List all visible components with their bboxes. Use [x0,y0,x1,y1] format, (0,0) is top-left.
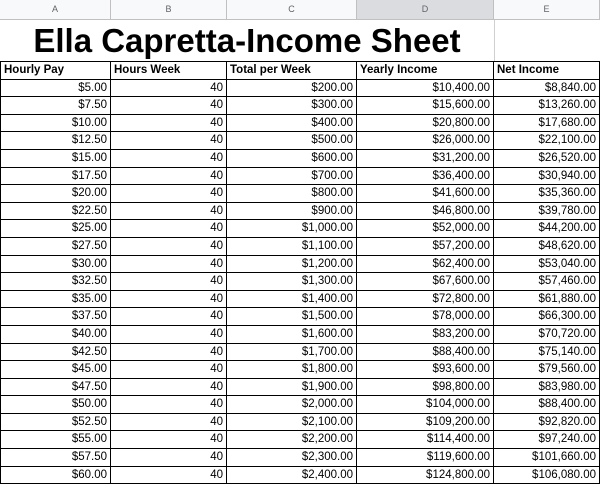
cell-hourly-pay[interactable]: $7.50 [0,97,111,115]
header-row [0,62,600,80]
table-row [0,150,600,168]
cell-hours-week[interactable]: 40 [111,344,227,362]
table-row [0,238,600,256]
cell-yearly-income[interactable]: $114,400.00 [357,431,494,449]
cell-hours-week[interactable]: 40 [111,185,227,203]
cell-hours-week[interactable]: 40 [111,256,227,274]
cell-hourly-pay[interactable]: $42.50 [0,344,111,362]
cell-net-income[interactable]: $26,520.00 [494,150,600,168]
header-cell-total-per-week[interactable]: Total per Week [227,62,357,80]
cell-yearly-income[interactable]: $52,000.00 [357,220,494,238]
column-header-a[interactable]: A [0,0,111,19]
cell-hours-week[interactable]: 40 [111,467,227,484]
cell-hourly-pay[interactable]: $40.00 [0,326,111,344]
cell-total-per-week[interactable]: $800.00 [227,185,357,203]
cell-total-per-week[interactable]: $1,500.00 [227,308,357,326]
cell-hours-week[interactable]: 40 [111,220,227,238]
cell-hourly-pay[interactable]: $47.50 [0,379,111,397]
cell-net-income[interactable]: $88,400.00 [494,396,600,414]
cell-net-income[interactable]: $70,720.00 [494,326,600,344]
table-row [0,414,600,432]
cell-hours-week[interactable]: 40 [111,449,227,467]
cell-yearly-income[interactable]: $98,800.00 [357,379,494,397]
cell-total-per-week[interactable]: $2,400.00 [227,467,357,484]
cell-total-per-week[interactable]: $1,300.00 [227,273,357,291]
cell-hourly-pay[interactable]: $12.50 [0,132,111,150]
cell-hours-week[interactable]: 40 [111,326,227,344]
cell-hourly-pay[interactable]: $15.00 [0,150,111,168]
cell-hours-week[interactable]: 40 [111,396,227,414]
cell-hourly-pay[interactable]: $32.50 [0,273,111,291]
header-cell-hourly-pay[interactable]: Hourly Pay [0,62,111,80]
table-row [0,256,600,274]
header-cell-yearly-income[interactable]: Yearly Income [357,62,494,80]
table-row [0,431,600,449]
title-row-cell-e[interactable] [494,20,600,61]
table-row [0,115,600,133]
column-header-bar [0,0,600,20]
header-cell-net-income[interactable]: Net Income [494,62,600,80]
table-row [0,449,600,467]
cell-total-per-week[interactable]: $1,600.00 [227,326,357,344]
sheet-title-cell[interactable]: Ella Capretta-Income Sheet [33,22,461,59]
cell-total-per-week[interactable]: $900.00 [227,203,357,221]
cell-net-income[interactable]: $92,820.00 [494,414,600,432]
cell-net-income[interactable]: $101,660.00 [494,449,600,467]
cell-net-income[interactable]: $22,100.00 [494,132,600,150]
column-header-e[interactable]: E [494,0,600,19]
cell-hours-week[interactable]: 40 [111,115,227,133]
cell-net-income[interactable]: $57,460.00 [494,273,600,291]
table-row [0,80,600,98]
table-row [0,185,600,203]
cell-yearly-income[interactable]: $31,200.00 [357,150,494,168]
cell-hourly-pay[interactable]: $45.00 [0,361,111,379]
column-header-b[interactable]: B [111,0,227,19]
table-row [0,344,600,362]
cell-total-per-week[interactable]: $2,200.00 [227,431,357,449]
cell-yearly-income[interactable]: $57,200.00 [357,238,494,256]
table-row [0,467,600,484]
cell-hourly-pay[interactable]: $57.50 [0,449,111,467]
table-row [0,326,600,344]
cell-net-income[interactable]: $30,940.00 [494,168,600,186]
cell-net-income[interactable]: $53,040.00 [494,256,600,274]
cell-yearly-income[interactable]: $46,800.00 [357,203,494,221]
cell-hourly-pay[interactable]: $60.00 [0,467,111,484]
table-row [0,220,600,238]
table-row [0,379,600,397]
cell-yearly-income[interactable]: $20,800.00 [357,115,494,133]
cell-net-income[interactable]: $44,200.00 [494,220,600,238]
cell-hours-week[interactable]: 40 [111,431,227,449]
table-row [0,308,600,326]
cell-hours-week[interactable]: 40 [111,291,227,309]
cell-hours-week[interactable]: 40 [111,379,227,397]
column-header-c[interactable]: C [227,0,357,19]
table-row [0,97,600,115]
cell-hours-week[interactable]: 40 [111,80,227,98]
header-cell-hours-week[interactable]: Hours Week [111,62,227,80]
cell-hours-week[interactable]: 40 [111,203,227,221]
cell-yearly-income[interactable]: $119,600.00 [357,449,494,467]
cell-total-per-week[interactable]: $2,300.00 [227,449,357,467]
cell-net-income[interactable]: $35,360.00 [494,185,600,203]
cell-hourly-pay[interactable]: $25.00 [0,220,111,238]
cell-hours-week[interactable]: 40 [111,308,227,326]
cell-total-per-week[interactable]: $2,000.00 [227,396,357,414]
cell-net-income[interactable]: $106,080.00 [494,467,600,484]
cell-total-per-week[interactable]: $2,100.00 [227,414,357,432]
cell-yearly-income[interactable]: $83,200.00 [357,326,494,344]
cell-yearly-income[interactable]: $109,200.00 [357,414,494,432]
table-row [0,132,600,150]
cell-yearly-income[interactable]: $104,000.00 [357,396,494,414]
cell-hourly-pay[interactable]: $5.00 [0,80,111,98]
cell-total-per-week[interactable]: $700.00 [227,168,357,186]
cell-hourly-pay[interactable]: $35.00 [0,291,111,309]
table-row [0,396,600,414]
cell-hours-week[interactable]: 40 [111,414,227,432]
cell-yearly-income[interactable]: $124,800.00 [357,467,494,484]
cell-total-per-week[interactable]: $1,400.00 [227,291,357,309]
table-row [0,273,600,291]
cell-hourly-pay[interactable]: $50.00 [0,396,111,414]
cell-hourly-pay[interactable]: $22.50 [0,203,111,221]
cell-total-per-week[interactable]: $1,200.00 [227,256,357,274]
cell-yearly-income[interactable]: $41,600.00 [357,185,494,203]
cell-yearly-income[interactable]: $26,000.00 [357,132,494,150]
cell-net-income[interactable]: $13,260.00 [494,97,600,115]
cell-net-income[interactable]: $79,560.00 [494,361,600,379]
cell-net-income[interactable]: $66,300.00 [494,308,600,326]
table-row [0,203,600,221]
cell-hours-week[interactable]: 40 [111,238,227,256]
cell-hours-week[interactable]: 40 [111,150,227,168]
table-row [0,168,600,186]
column-header-d[interactable]: D [357,0,494,19]
cell-net-income[interactable]: $48,620.00 [494,238,600,256]
cell-total-per-week[interactable]: $1,900.00 [227,379,357,397]
title-row [0,20,600,62]
table-row [0,291,600,309]
cell-total-per-week[interactable]: $1,700.00 [227,344,357,362]
cell-net-income[interactable]: $17,680.00 [494,115,600,133]
cell-net-income[interactable]: $83,980.00 [494,379,600,397]
cell-total-per-week[interactable]: $1,000.00 [227,220,357,238]
cell-hours-week[interactable]: 40 [111,273,227,291]
cell-total-per-week[interactable]: $400.00 [227,115,357,133]
cell-hourly-pay[interactable]: $10.00 [0,115,111,133]
cell-net-income[interactable]: $8,840.00 [494,80,600,98]
cell-hours-week[interactable]: 40 [111,97,227,115]
data-grid [0,62,600,484]
cell-hours-week[interactable]: 40 [111,132,227,150]
cell-hourly-pay[interactable]: $30.00 [0,256,111,274]
cell-hourly-pay[interactable]: $37.50 [0,308,111,326]
cell-yearly-income[interactable]: $72,800.00 [357,291,494,309]
cell-total-per-week[interactable]: $1,800.00 [227,361,357,379]
cell-net-income[interactable]: $97,240.00 [494,431,600,449]
cell-yearly-income[interactable]: $10,400.00 [357,80,494,98]
cell-hourly-pay[interactable]: $55.00 [0,431,111,449]
cell-hourly-pay[interactable]: $17.50 [0,168,111,186]
cell-yearly-income[interactable]: $62,400.00 [357,256,494,274]
table-row [0,361,600,379]
cell-hourly-pay[interactable]: $20.00 [0,185,111,203]
cell-yearly-income[interactable]: $78,000.00 [357,308,494,326]
cell-hours-week[interactable]: 40 [111,168,227,186]
cell-yearly-income[interactable]: $88,400.00 [357,344,494,362]
cell-yearly-income[interactable]: $67,600.00 [357,273,494,291]
cell-hourly-pay[interactable]: $27.50 [0,238,111,256]
cell-net-income[interactable]: $39,780.00 [494,203,600,221]
cell-net-income[interactable]: $75,140.00 [494,344,600,362]
cell-total-per-week[interactable]: $300.00 [227,97,357,115]
cell-total-per-week[interactable]: $500.00 [227,132,357,150]
cell-total-per-week[interactable]: $200.00 [227,80,357,98]
cell-yearly-income[interactable]: $15,600.00 [357,97,494,115]
cell-yearly-income[interactable]: $93,600.00 [357,361,494,379]
cell-hourly-pay[interactable]: $52.50 [0,414,111,432]
cell-yearly-income[interactable]: $36,400.00 [357,168,494,186]
cell-hours-week[interactable]: 40 [111,361,227,379]
cell-total-per-week[interactable]: $600.00 [227,150,357,168]
cell-net-income[interactable]: $61,880.00 [494,291,600,309]
cell-total-per-week[interactable]: $1,100.00 [227,238,357,256]
